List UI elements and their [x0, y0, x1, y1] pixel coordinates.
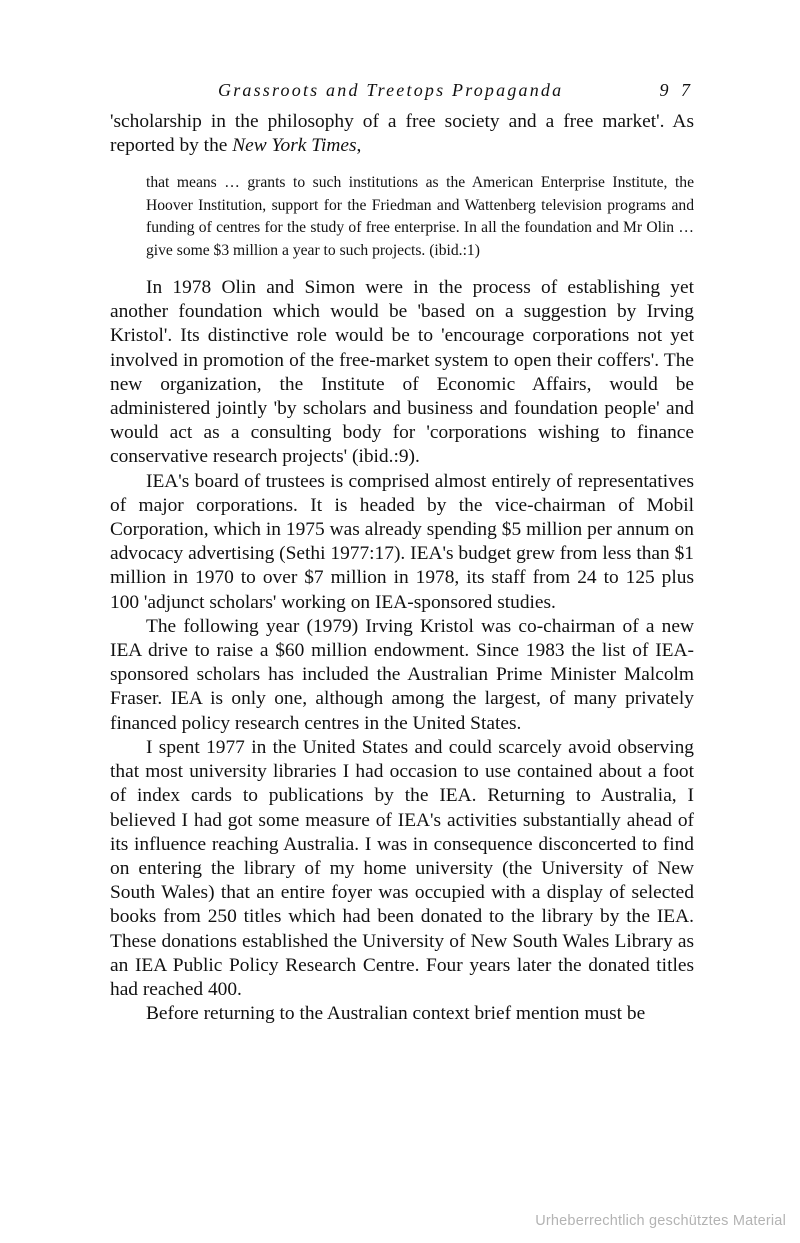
paragraph-endowment: The following year (1979) Irving Kristol was co-chairman of a new IEA drive to raise a $60 million endowment. Since 1983 the list of IEA-sponsored scholars has included the Australian Prime Minister Malcolm Fraser. IEA is only one, although among the largest, of many privately financed policy research centres in the United States.: [110, 615, 694, 734]
paragraph-olin-simon: In 1978 Olin and Simon were in the process of establishing yet another foundation which would be 'based on a suggestion by Irving Kristol'. Its distinctive role would be to 'encourage corporations not yet involved in promotion of the free-market system to open their coffers'. The new organization, the Institute of Economic Affairs, would be administered jointly 'by scholars and business and foundation people' and would act as a consulting body for 'corporations wishing to finance conservative research projects' (ibid.:9).: [110, 277, 694, 468]
running-title: Grassroots and Treetops Propaganda: [218, 80, 564, 100]
intro-text: 'scholarship in the philosophy of a free society and a free market'. As reported by the: [110, 111, 694, 157]
book-page: [110, 80, 694, 1026]
block-quote: that means … grants to such institutions as the American Enterprise Institute, the Hoover Institution, support for the Friedman and Wattenberg television programs and funding of centres for the study of free enterprise. In all the foundation and Mr Olin … give some $3 million a year to such projects. (ibid.:1): [146, 174, 694, 259]
newspaper-title: New York Times: [232, 135, 357, 157]
paragraph-iea-board: IEA's board of trustees is comprised almost entirely of representatives of major corporations. It is headed by the vice-chairman of Mobil Corporation, which in 1975 was already spending $5 million per annum on advocacy advertising (Sethi 1977:17). IEA's budget grew from less than $1 million in 1970 to over $7 million in 1978, its staff from 24 to 125 plus 100 'adjunct scholars' working on IEA-sponsored studies.: [110, 470, 694, 613]
copyright-watermark: Urheberrechtlich geschütztes Material: [535, 1213, 786, 1229]
paragraph-before-returning: Before returning to the Australian context brief mention must be: [146, 1003, 646, 1025]
intro-paragraph: [110, 110, 694, 158]
paragraph-library: I spent 1977 in the United States and could scarcely avoid observing that most university libraries I had occasion to use contained about a foot of index cards to publications by the IEA. Returning to Australia, I believed I had got some measure of IEA's activities substantially ahead of its influence reaching Australia. I was in consequence disconcerted to find on entering the library of my home university (the University of New South Wales) that an entire foyer was occupied with a display of selected books from 250 titles which had been donated to the library by the IEA. These donations established the University of New South Wales Library as an IEA Public Policy Research Centre. Four years later the donated titles had reached 400.: [110, 736, 694, 1000]
page-number: 9 7: [659, 80, 694, 100]
running-header: [110, 80, 694, 110]
intro-end: ,: [356, 135, 362, 157]
